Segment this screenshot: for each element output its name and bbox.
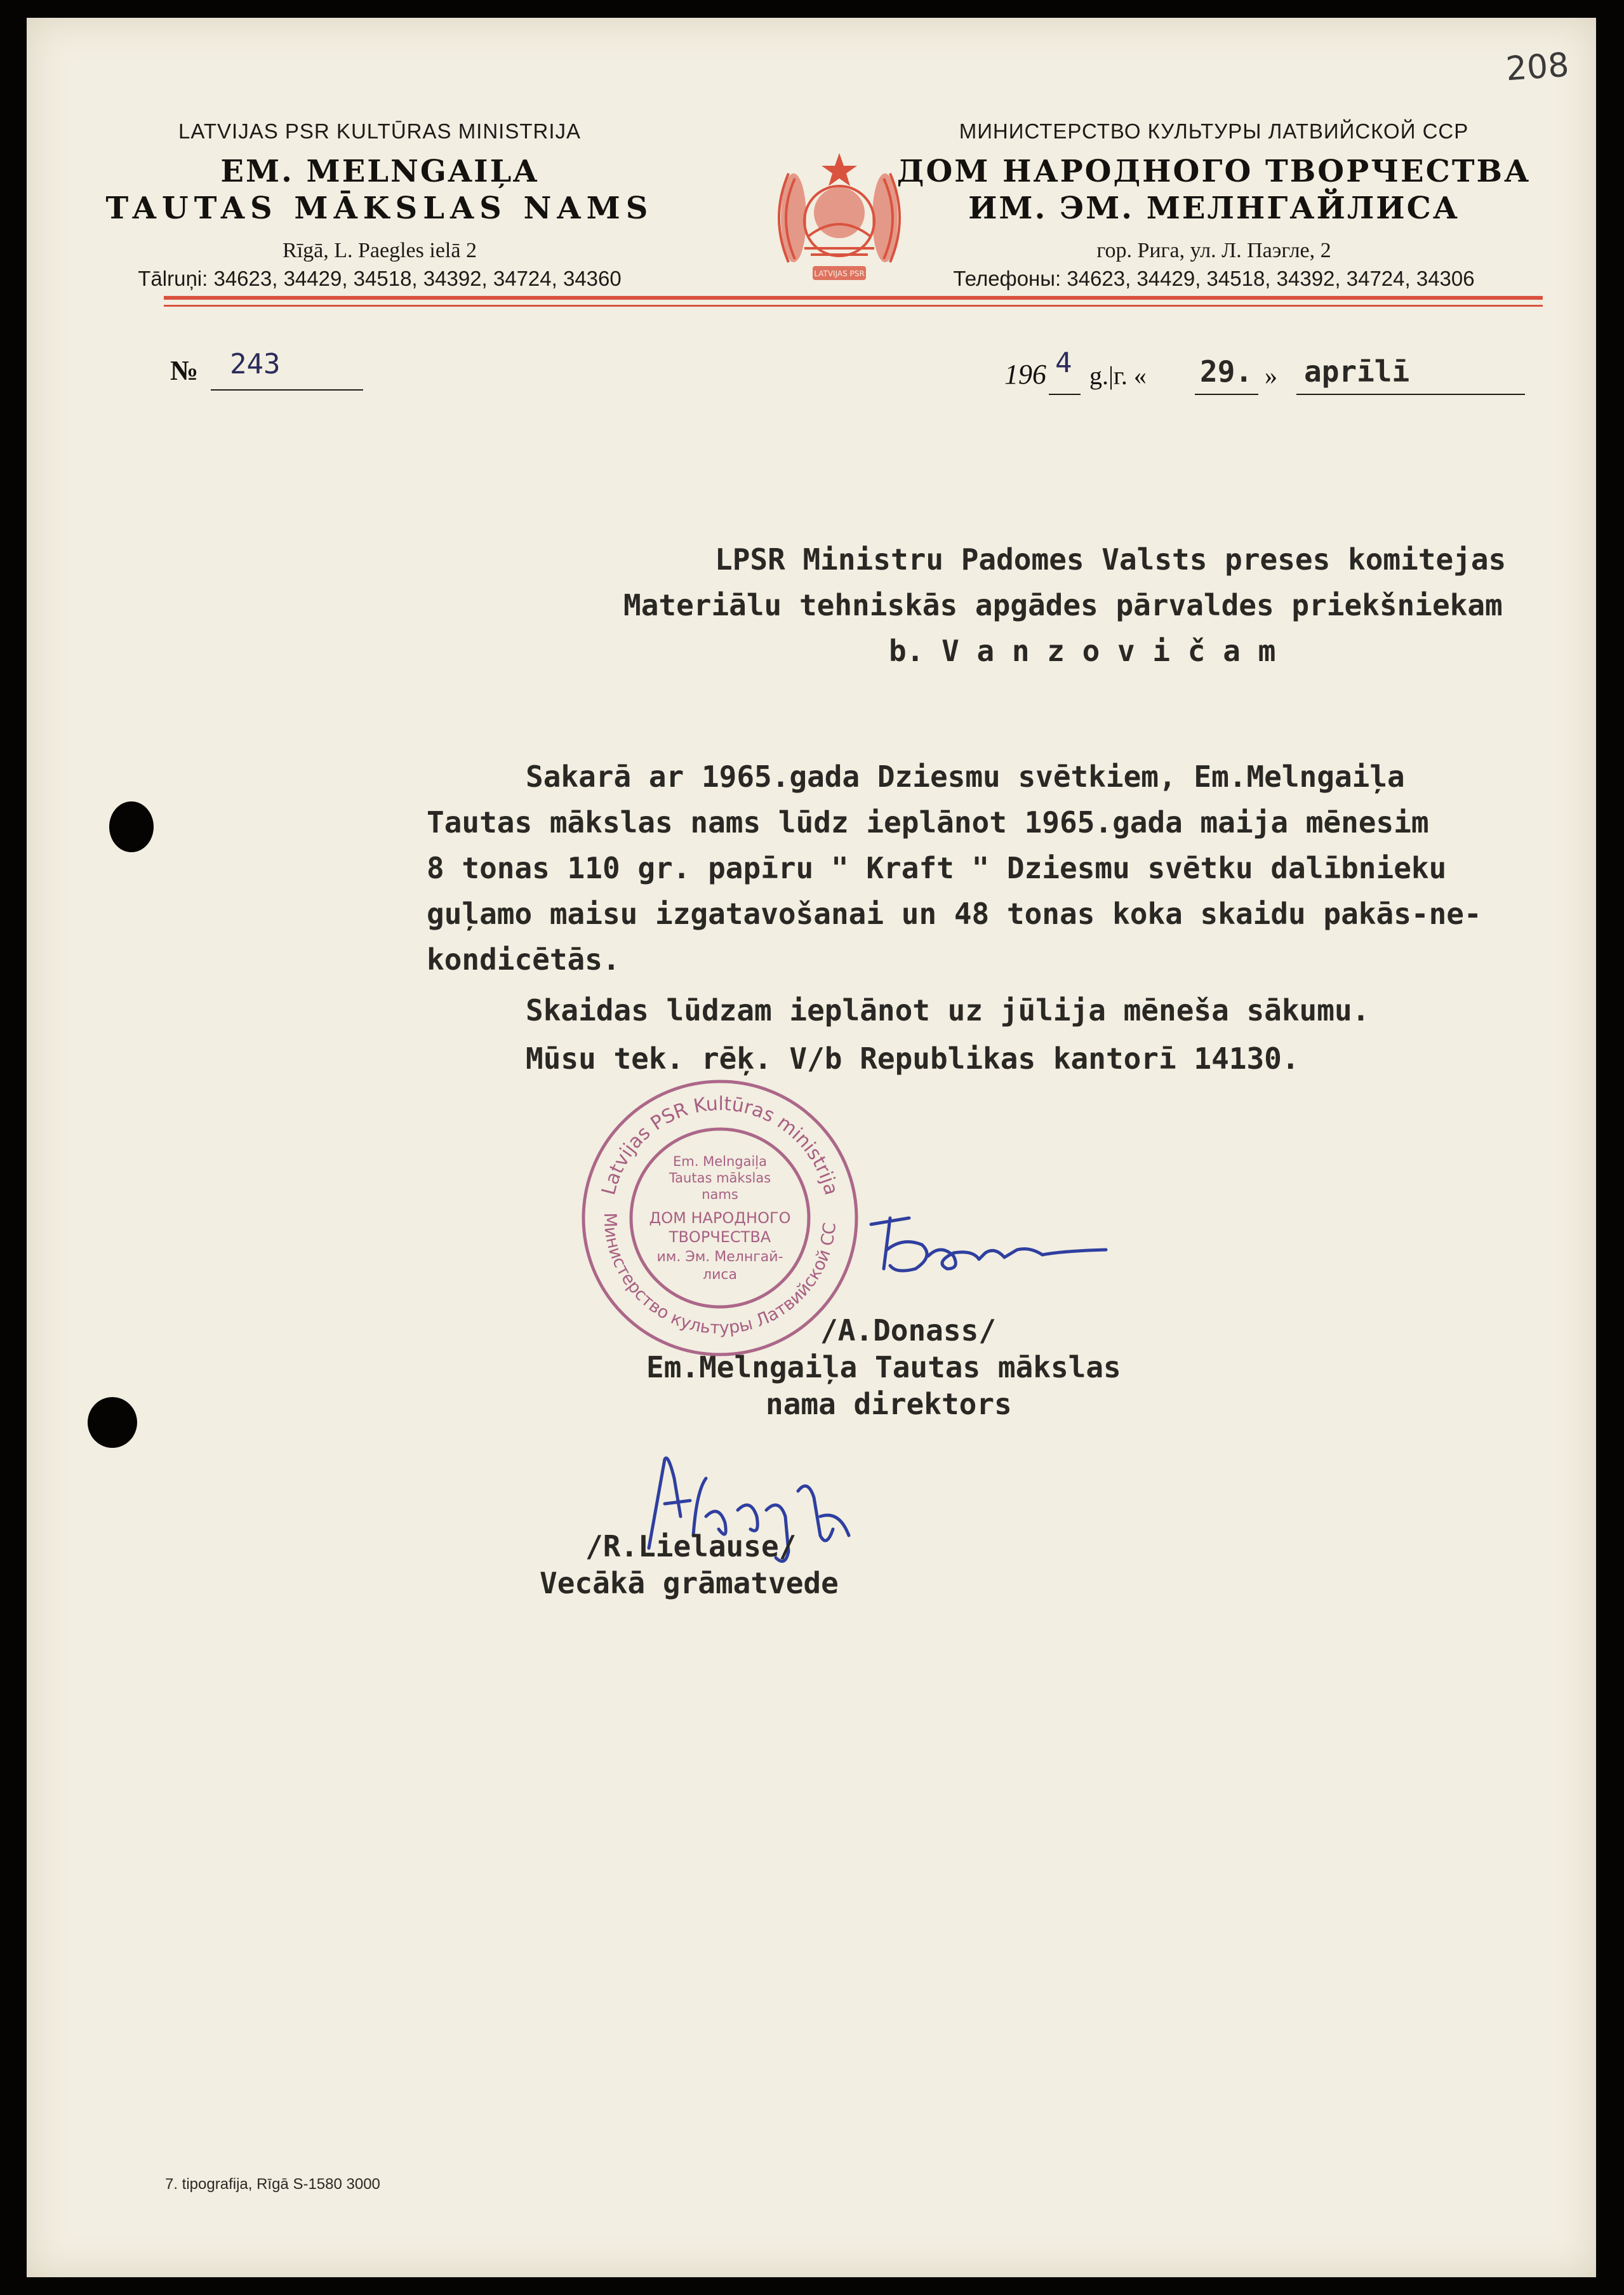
footer-printer: 7. tipografija, Rīgā S-1580 3000 — [165, 2176, 380, 2193]
document-number: 243 — [230, 348, 281, 380]
header-left-phones: Tālruņi: 34623, 34429, 34518, 34392, 34724, 34360 — [138, 267, 622, 290]
header-right-name-line1: ДОМ НАРОДНОГО ТВОРЧЕСТВА — [896, 154, 1531, 189]
accountant-title: Vecākā grāmatvede — [540, 1566, 839, 1600]
header-left-address: Rīgā, L. Paegles ielā 2 — [283, 239, 477, 262]
year-underline — [1049, 394, 1081, 395]
stamp-inner-rus1: ДОМ НАРОДНОГО — [649, 1209, 791, 1227]
director-signature-icon — [852, 1199, 1119, 1288]
header-right-ministry: МИНИСТЕРСТВО КУЛЬТУРЫ ЛАТВИЙСКОЙ ССР — [959, 119, 1469, 143]
stamp-inner-lat2: Tautas mākslas — [669, 1170, 771, 1186]
header-right-name-line2: ИМ. ЭМ. МЕЛНГАЙЛИСА — [968, 191, 1460, 226]
punch-hole-lower — [88, 1397, 137, 1448]
director-name: /A.Donass/ — [820, 1313, 996, 1348]
stamp-inner-rus4: лиса — [703, 1267, 737, 1283]
header-left-name-line1: EM. MELNGAIĻA — [220, 154, 539, 189]
body-line-6: Skaidas lūdzam ieplānot uz jūlija mēneša sākumu. — [526, 993, 1370, 1027]
year-prefix: 196 — [1004, 359, 1046, 390]
header-divider-thick — [164, 296, 1543, 300]
addressee-line1: LPSR Ministru Padomes Valsts preses komitejas — [715, 542, 1507, 577]
addressee-line3: b. V a n z o v i č a m — [889, 634, 1276, 668]
punch-hole-upper — [109, 801, 154, 852]
page-number: 208 — [1505, 46, 1571, 89]
body-line-7: Mūsu tek. rēķ. V/b Republikas kantorī 14130. — [526, 1041, 1300, 1076]
director-title-line2: nama direktors — [766, 1387, 1012, 1421]
number-label: № — [170, 355, 199, 386]
latvian-ssr-emblem-icon — [763, 142, 915, 294]
stamp-outer-bottom: Министерство культуры Латвийской СС — [599, 1212, 841, 1339]
body-line-3: 8 tonas 110 gr. papīru " Kraft " Dziesmu svētku dalībnieku — [427, 851, 1447, 885]
body-line-2: Tautas mākslas nams lūdz ieplānot 1965.gada maija mēnesim — [427, 805, 1429, 840]
day-underline — [1195, 394, 1258, 395]
accountant-name: /R.Lielause/ — [585, 1529, 797, 1563]
number-underline — [211, 389, 363, 391]
header-divider-thin — [164, 305, 1543, 307]
date-day: 29. — [1200, 354, 1253, 389]
year-suffix: g.|г. « — [1089, 361, 1147, 390]
stamp-inner-rus3: им. Эм. Мелнгай- — [656, 1249, 783, 1265]
emblem-ribbon-label: LATVIJAS PSR — [814, 269, 865, 278]
body-line-1: Sakarā ar 1965.gada Dziesmu svētkiem, Em.Melngaiļa — [526, 759, 1405, 794]
date-month: aprīlī — [1304, 354, 1410, 389]
stamp-outer-top: Latvijas PSR Kultūras ministrija — [597, 1092, 842, 1198]
director-title-line1: Em.Melngaiļa Tautas mākslas — [646, 1350, 1121, 1384]
stamp-inner-lat1: Em. Melngaiļa — [673, 1154, 767, 1169]
header-right-phones: Телефоны: 34623, 34429, 34518, 34392, 34724, 34306 — [953, 267, 1475, 290]
stamp-inner-lat3: nams — [702, 1187, 738, 1202]
header-right-address: гор. Рига, ул. Л. Паэгле, 2 — [1096, 239, 1331, 262]
document-page — [27, 18, 1596, 2277]
header-left-ministry: LATVIJAS PSR KULTŪRAS MINISTRIJA — [178, 119, 582, 143]
stamp-inner-rus2: ТВОРЧЕСТВА — [669, 1228, 771, 1246]
year-digit: 4 — [1055, 347, 1072, 379]
date-day-close: » — [1265, 361, 1277, 390]
addressee-line2: Materiālu tehniskās apgādes pārvaldes priekšniekam — [623, 588, 1503, 622]
body-line-4: guļamo maisu izgatavošanai un 48 tonas koka skaidu pakās-ne- — [427, 897, 1482, 931]
header-left-name-line2: TAUTAS MĀKSLAS NAMS — [105, 191, 654, 226]
month-underline — [1296, 394, 1525, 395]
body-line-5: kondicētās. — [427, 942, 620, 977]
